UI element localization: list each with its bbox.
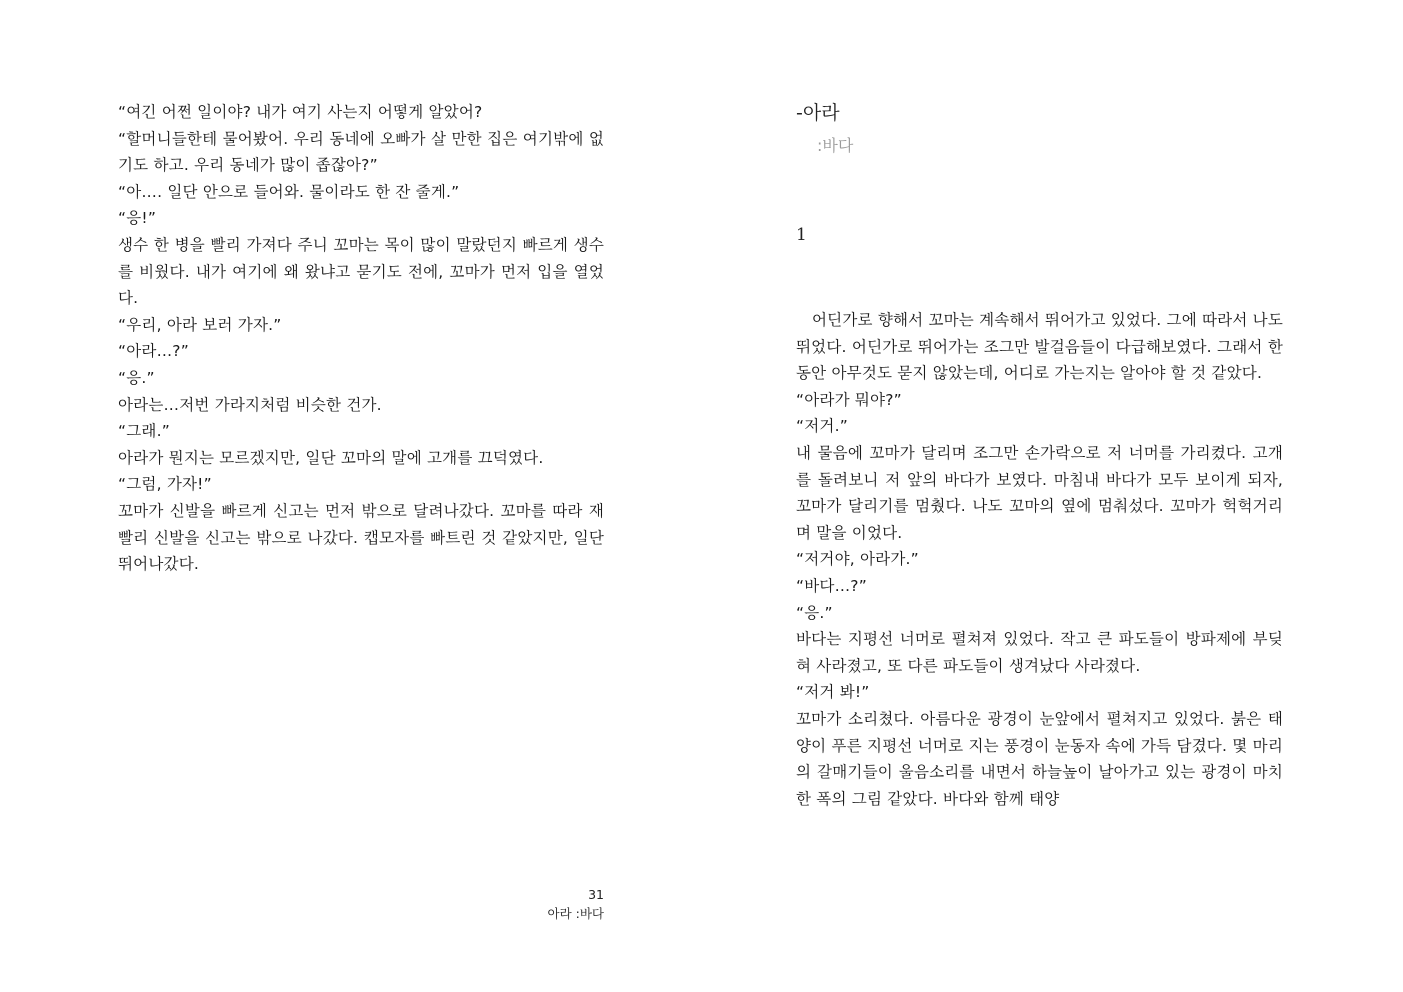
paragraph: “여긴 어쩐 일이야? 내가 여기 사는지 어떻게 알았어?	[118, 103, 483, 121]
paragraph: “응!”	[118, 209, 157, 228]
paragraph: 아라는…저번 가라지처럼 비슷한 건가.	[118, 395, 382, 414]
page-number: 31	[588, 887, 604, 902]
paragraph: “저거야, 아라가.”	[796, 550, 919, 569]
paragraph: “저거 봐!”	[796, 683, 870, 702]
paragraph: 꼬마가 신발을 빠르게 신고는 먼저 밖으로 달려나갔다. 꼬마를 따라 재빨리 신발을 신고는 밖으로 나갔다. 캡모자를 빠트린 것 같았지만, 일단 뛰어나갔다.	[118, 501, 604, 574]
paragraph: 바다는 지평선 너머로 펼쳐져 있었다. 작고 큰 파도들이 방파제에 부딪혀 사라졌고, 또 다른 파도들이 생겨났다 사라졌다.	[796, 630, 1283, 675]
paragraph: 꼬마가 소리쳤다. 아름다운 광경이 눈앞에서 펼쳐지고 있었다. 붉은 태양이 푸른 지평선 너머로 지는 풍경이 눈동자 속에 가득 담겼다. 몇 마리의 갈매기들이 울음소리를 내면서 하늘높이 날아가고 있는 광경이 마치 한 폭의 그림 같았다. 바다와 함께 태양	[796, 709, 1283, 808]
running-title: 아라 :바다	[547, 906, 604, 921]
paragraph: “우리, 아라 보러 가자.”	[118, 315, 282, 334]
paragraph: “바다…?”	[796, 576, 867, 595]
paragraph: “응.”	[118, 368, 155, 387]
chapter-subtitle: :바다	[817, 136, 854, 155]
left-page	[0, 0, 701, 992]
paragraph: “그래.”	[118, 422, 170, 441]
paragraph: 어딘가로 향해서 꼬마는 계속해서 뛰어가고 있었다. 그에 따라서 나도 뛰었다. 어딘가로 뛰어가는 조그만 발걸음들이 다급해보였다. 그래서 한동안 아무것도 묻지 않았는데, 어디로 가는지는 알아야 할 것 같았다.	[796, 311, 1283, 383]
paragraph: 아라가 뭔지는 모르겠지만, 일단 꼬마의 말에 고개를 끄덕였다.	[118, 448, 544, 467]
right-page-body	[796, 307, 1283, 812]
right-page	[701, 0, 1403, 992]
paragraph: “응.”	[796, 603, 833, 622]
paragraph: 내 물음에 꼬마가 달리며 조그만 손가락으로 저 너머를 가리켰다. 고개를 돌려보니 저 앞의 바다가 보였다. 마침내 바다가 모두 보이게 되자, 꼬마가 달리기를 멈췄다. 나도 꼬마의 옆에 멈춰섰다. 꼬마가 헉헉거리며 말을 이었다.	[796, 443, 1283, 542]
paragraph: “할머니들한테 물어봤어. 우리 동네에 오빠가 살 만한 집은 여기밖에 없기도 하고. 우리 동네가 많이 좁잖아?”	[118, 129, 604, 175]
left-page-body	[118, 99, 604, 578]
paragraph: “아라…?”	[118, 342, 189, 361]
paragraph: “아…. 일단 안으로 들어와. 물이라도 한 잔 줄게.”	[118, 182, 460, 201]
paragraph: 생수 한 병을 빨리 가져다 주니 꼬마는 목이 많이 말랐던지 빠르게 생수를 비웠다. 내가 여기에 왜 왔냐고 묻기도 전에, 꼬마가 먼저 입을 열었다.	[118, 235, 604, 308]
paragraph: “그럼, 가자!”	[118, 475, 212, 494]
section-number: 1	[796, 225, 807, 245]
paragraph: “저거.”	[796, 417, 848, 436]
chapter-title: -아라	[796, 102, 840, 124]
paragraph: “아라가 뭐야?”	[796, 390, 902, 409]
